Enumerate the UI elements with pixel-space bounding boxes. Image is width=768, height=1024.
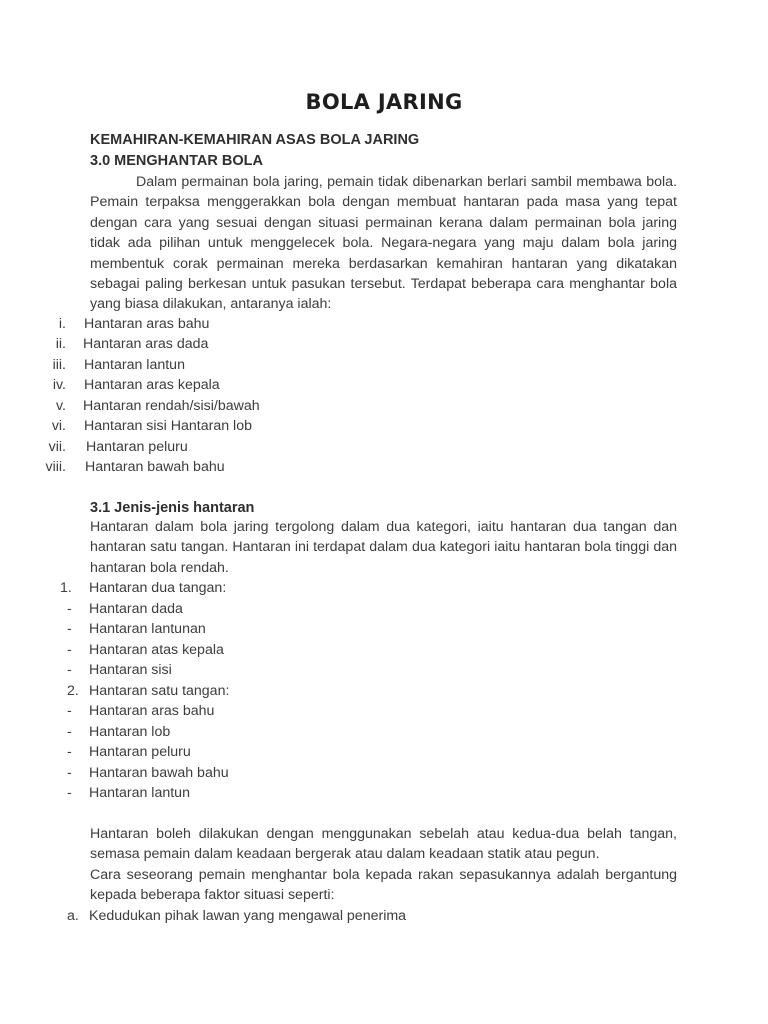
- list-marker: -: [67, 642, 72, 658]
- list-marker: ii.: [55, 336, 66, 352]
- intro-paragraph: Dalam permainan bola jaring, pemain tidak dibenarkan berlari sambil membawa bola. Pemain terpaksa menggerakkan bola dengan membuat hantaran pada masa yang tepat dengan cara yang sesuai dengan situasi permainan kerana dalam permainan bola jaring tidak ada pilihan untuk menggelecek bola. Negara-negara yang maju dalam bola jaring membentuk corak permainan mereka berdasarkan kemahiran hantaran yang dikatakan sebagai paling berkesan untuk pasukan tersebut. Terdapat beberapa cara menghantar bola yang biasa dilakukan, antaranya ialah:: [90, 174, 677, 313]
- list-item: Hantaran aras bahu: [89, 703, 215, 719]
- list-marker: v.: [56, 398, 66, 414]
- list-item: Kedudukan pihak lawan yang mengawal penerima: [89, 908, 407, 924]
- list-item: Hantaran peluru: [86, 439, 188, 455]
- list-marker: -: [67, 621, 72, 637]
- document-title: BOLA JARING: [305, 90, 463, 114]
- list-item: Hantaran atas kepala: [89, 642, 224, 658]
- list-item: Hantaran dada: [89, 601, 183, 617]
- section-heading: 3.0 MENGHANTAR BOLA: [90, 153, 263, 169]
- list-marker: vii.: [48, 439, 66, 455]
- closing-paragraph: Hantaran boleh dilakukan dengan menggunakan sebelah atau kedua-dua belah tangan, semasa pemain dalam keadaan bergerak atau dalam keadaan statik atau pegun.: [90, 826, 677, 863]
- subsection-heading: 3.1 Jenis-jenis hantaran: [90, 500, 255, 516]
- list-item: Hantaran rendah/sisi/bawah: [83, 398, 260, 414]
- list-item: Hantaran aras bahu: [84, 316, 210, 332]
- list-item: Hantaran bawah bahu: [89, 765, 229, 781]
- list-item: Hantaran lantun: [84, 357, 185, 373]
- list-marker: -: [67, 724, 72, 740]
- list-marker: -: [67, 744, 72, 760]
- list-item: Hantaran peluru: [89, 744, 191, 760]
- list-marker: a.: [67, 908, 79, 924]
- list-marker: i.: [58, 316, 66, 332]
- list-marker: vi.: [51, 418, 66, 434]
- list-marker: viii.: [45, 459, 66, 475]
- list-marker: -: [67, 703, 72, 719]
- list-item: Hantaran sisi Hantaran lob: [84, 418, 252, 434]
- list-marker: 1.: [60, 580, 72, 596]
- list-item: Hantaran satu tangan:: [89, 683, 230, 699]
- list-marker: -: [67, 662, 72, 678]
- list-marker: 2.: [67, 683, 79, 699]
- list-marker: -: [67, 785, 72, 801]
- main-heading: KEMAHIRAN-KEMAHIRAN ASAS BOLA JARING: [90, 132, 420, 148]
- list-marker: -: [67, 765, 72, 781]
- list-item: Hantaran bawah bahu: [85, 459, 225, 475]
- closing-paragraph: Cara seseorang pemain menghantar bola kepada rakan sepasukannya adalah bergantung kepada beberapa faktor situasi seperti:: [90, 867, 677, 904]
- list-marker: iv.: [52, 377, 66, 393]
- list-item: Hantaran aras dada: [83, 336, 209, 352]
- list-item: Hantaran lob: [89, 724, 171, 740]
- list-item: Hantaran lantun: [89, 785, 190, 801]
- list-item: Hantaran aras kepala: [84, 377, 220, 393]
- list-marker: -: [67, 601, 72, 617]
- subsection-paragraph: Hantaran dalam bola jaring tergolong dalam dua kategori, iaitu hantaran dua tangan dan hantaran satu tangan. Hantaran ini terdapat dalam dua kategori iaitu hantaran bola tinggi dan hantaran bola rendah.: [90, 519, 677, 576]
- list-item: Hantaran sisi: [89, 662, 172, 678]
- list-marker: iii.: [52, 357, 66, 373]
- list-item: Hantaran dua tangan:: [89, 580, 227, 596]
- list-item: Hantaran lantunan: [89, 621, 206, 637]
